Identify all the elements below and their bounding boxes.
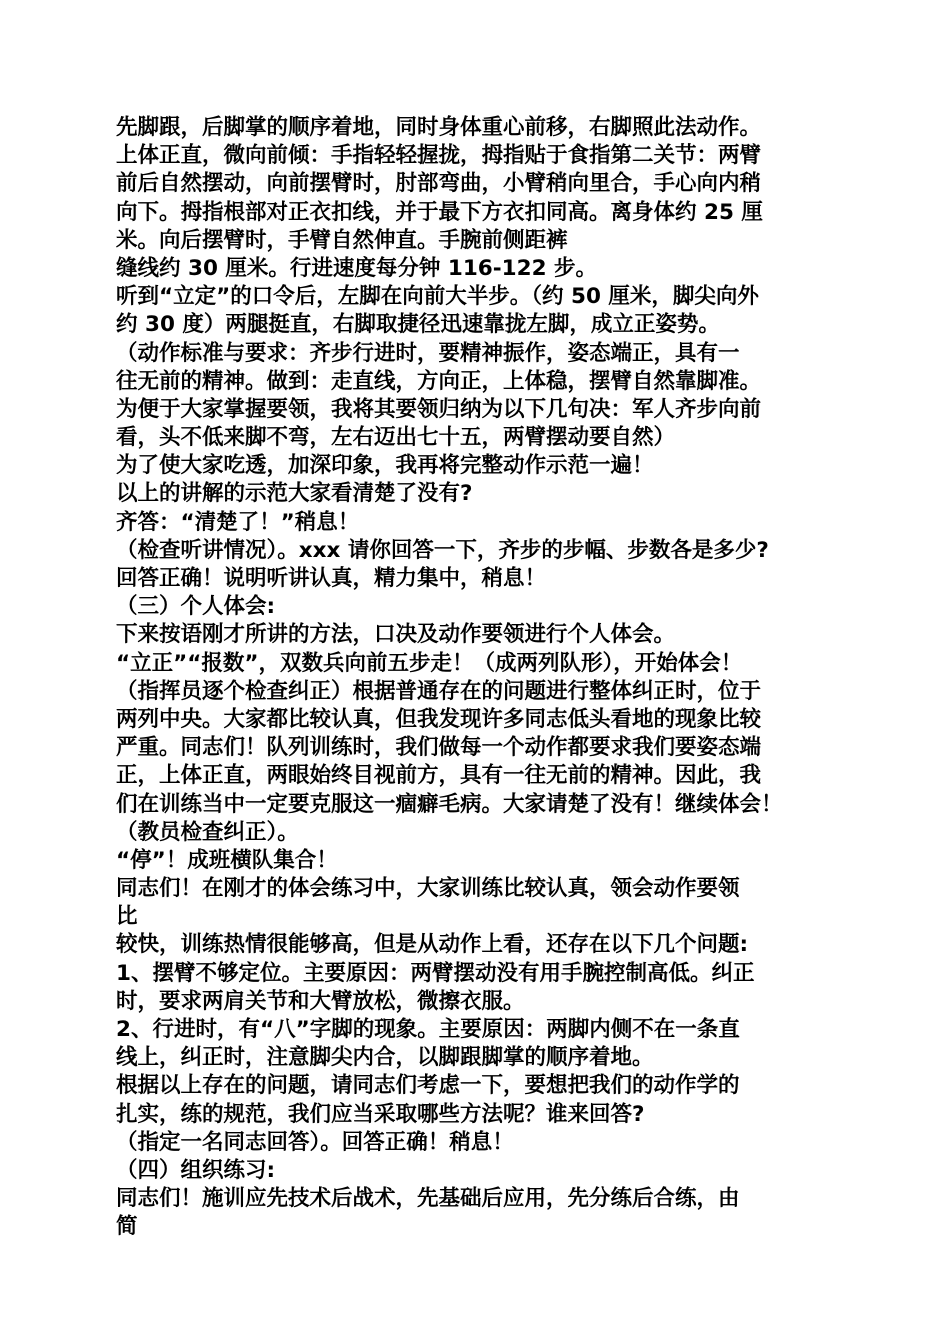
text-line: 缝线约 30 厘米。行进速度每分钟 116-122 步。 xyxy=(116,255,598,281)
text-line: 严重。同志们！队列训练时，我们做每一个动作都要求我们要姿态端 xyxy=(116,735,762,761)
text-line: 齐答：“清楚了！”稍息！ xyxy=(116,509,360,535)
text-line: 同志们！施训应先技术后战术，先基础后应用，先分练后合练，由 xyxy=(116,1186,740,1212)
document-body xyxy=(116,114,851,1242)
text-line: 以上的讲解的示范大家看清楚了没有? xyxy=(116,481,473,507)
text-line: 下来按语刚才所讲的方法，口决及动作要领进行个人体会。 xyxy=(116,622,676,648)
text-line: 约 30 度）两腿挺直，右脚取捷径迅速靠拢左脚，成立正姿势。 xyxy=(116,312,720,338)
text-line: 看，头不低来脚不弯，左右迈出七十五，两臂摆动要自然） xyxy=(116,425,676,451)
text-line: “立正”“报数”，双数兵向前五步走！（成两列队形），开始体会！ xyxy=(116,650,743,676)
text-line: 米。向后摆臂时，手臂自然伸直。手腕前侧距裤 xyxy=(116,227,568,253)
text-line: 较快，训练热情很能够高，但是从动作上看，还存在以下几个问题: xyxy=(116,932,749,958)
text-line: 前后自然摆动，向前摆臂时，肘部弯曲，小臂稍向里合，手心向内稍 xyxy=(116,171,762,197)
text-line: （四）组织练习: xyxy=(116,1157,276,1183)
text-line: 们在训练当中一定要克服这一痼癖毛病。大家请楚了没有！继续体会！ xyxy=(116,791,783,817)
text-line: （三）个人体会: xyxy=(116,594,276,620)
text-line: （动作标准与要求：齐步行进时，要精神振作，姿态端正，具有一 xyxy=(116,340,740,366)
text-line: 往无前的精神。做到：走直线，方向正，上体稳，摆臂自然靠脚准。 xyxy=(116,368,762,394)
text-line: 时，要求两肩关节和大臂放松，微擦衣服。 xyxy=(116,988,525,1014)
text-line: 简 xyxy=(116,1214,138,1240)
text-line: 两列中央。大家都比较认真，但我发现许多同志低头看地的现象比较 xyxy=(116,706,762,732)
text-line: 扎实，练的规范，我们应当采取哪些方法呢？谁来回答? xyxy=(116,1101,645,1127)
text-line: 上体正直，微向前倾：手指轻轻握拢，拇指贴于食指第二关节：两臂 xyxy=(116,143,762,169)
text-line: （检查听讲情况）。xxx 请你回答一下，齐步的步幅、步数各是多少? xyxy=(116,537,769,563)
text-line: （指定一名同志回答）。回答正确！稍息！ xyxy=(116,1129,514,1155)
text-line: 正，上体正直，两眼始终目视前方，具有一往无前的精神。因此，我 xyxy=(116,763,762,789)
text-line: 听到“立定”的口令后，左脚在向前大半步。（约 50 厘米，脚尖向外 xyxy=(116,284,759,310)
text-line: 线上，纠正时，注意脚尖内合，以脚跟脚掌的顺序着地。 xyxy=(116,1045,654,1071)
text-line: 为了使大家吃透，加深印象，我再将完整动作示范一遍！ xyxy=(116,453,654,479)
text-line: 向下。拇指根部对正衣扣线，并于最下方衣扣同高。离身体约 25 厘 xyxy=(116,199,763,225)
text-line: 回答正确！说明听讲认真，精力集中，稍息！ xyxy=(116,566,547,591)
text-line: 根据以上存在的问题，请同志们考虑一下，要想把我们的动作学的 xyxy=(116,1073,740,1099)
text-line: 2、行进时，有“八”字脚的现象。主要原因：两脚内侧不在一条直 xyxy=(116,1017,740,1042)
text-line: 1、摆臂不够定位。主要原因：两臂摆动没有用手腕控制高低。纠正 xyxy=(116,960,755,986)
text-line: 比 xyxy=(116,904,138,930)
text-line: “停”！成班横队集合！ xyxy=(116,847,338,873)
text-line: 先脚跟，后脚掌的顺序着地，同时身体重心前移，右脚照此法动作。 xyxy=(116,115,762,140)
text-line: 同志们！在刚才的体会练习中，大家训练比较认真，领会动作要领 xyxy=(116,876,740,902)
text-line: （指挥员逐个检查纠正）根据普通存在的问题进行整体纠正时，位于 xyxy=(116,678,762,704)
text-line: 为便于大家掌握要领，我将其要领归纳为以下几句决：军人齐步向前 xyxy=(116,396,762,422)
text-line: （教员检查纠正）。 xyxy=(116,819,299,845)
